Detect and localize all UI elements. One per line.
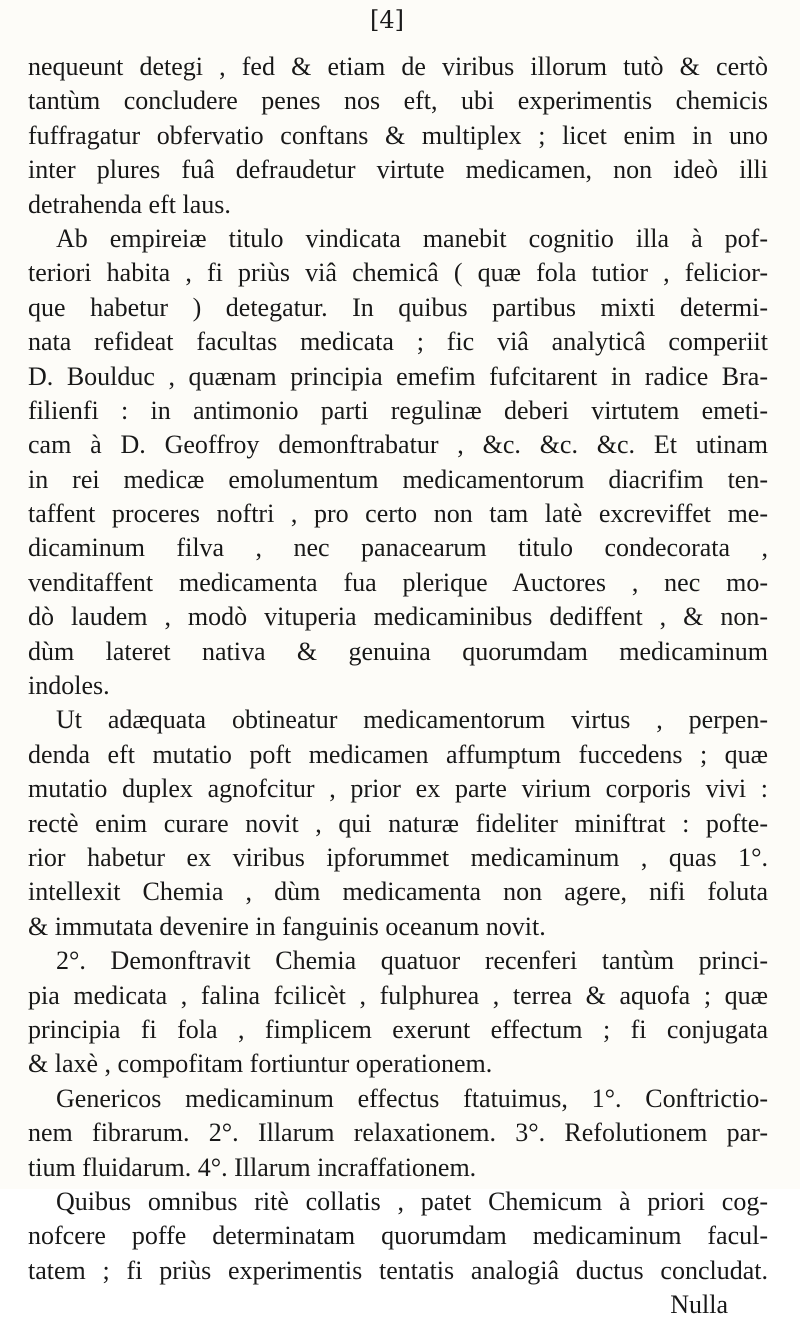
catchword: Nulla <box>670 1290 728 1320</box>
text-line: detrahenda eft laus. <box>28 189 231 219</box>
text-line: principia fi fola , fimplicem exerunt effectum ; fi conjugata <box>28 1014 768 1044</box>
page-number: [4] <box>370 6 404 34</box>
paragraph-start-line: 2°. Demonftravit Chemia quatuor recenferi tantùm princi- <box>56 946 768 976</box>
text-line: in rei medicæ emolumentum medicamentorum diacrifim ten- <box>28 464 768 494</box>
paragraph-start-line: Ab empireiæ titulo vindicata manebit cognitio illa à pof- <box>56 223 768 253</box>
text-line: venditaffent medicamenta fua plerique Auctores , nec mo- <box>28 567 768 597</box>
text-line: pia medicata , falina fcilicèt , fulphurea , terrea & aquofa ; quæ <box>28 980 768 1010</box>
paragraph-start-line: Ut adæquata obtineatur medicamentorum virtus , perpen- <box>56 705 768 735</box>
text-line: tatem ; fi priùs experimentis tentatis analogiâ ductus concludat. <box>28 1255 768 1285</box>
text-line: tantùm concludere penes nos eft, ubi experimentis chemicis <box>28 86 768 116</box>
text-line: dò laudem , modò vituperia medicaminibus dediffent , & non- <box>28 602 768 632</box>
text-line: nata refideat facultas medicata ; fic viâ analyticâ comperiit <box>28 327 768 357</box>
text-line: rectè enim curare novit , qui naturæ fideliter miniftrat : pofte- <box>28 808 768 838</box>
text-line: dùm lateret nativa & genuina quorumdam medicaminum <box>28 636 768 666</box>
text-line: dicaminum filva , nec panacearum titulo condecorata , <box>28 533 768 563</box>
text-line: indoles. <box>28 671 110 701</box>
text-line: & immutata devenire in fanguinis oceanum novit. <box>28 911 546 941</box>
text-line: teriori habita , fi priùs viâ chemicâ ( quæ fola tutior , felicior- <box>28 258 768 288</box>
text-line: tium fluidarum. 4°. Illarum incraffationem. <box>28 1152 477 1182</box>
text-line: & laxè , compofitam fortiuntur operationem. <box>28 1049 493 1079</box>
paragraph-start-line: Genericos medicaminum effectus ftatuimus, 1°. Conftrictio- <box>56 1083 768 1113</box>
text-line: nofcere poffe determinatam quorumdam medicaminum facul- <box>28 1221 768 1251</box>
text-line: intellexit Chemia , dùm medicamenta non agere, nifi foluta <box>28 877 768 907</box>
paragraph-start-line: Quibus omnibus ritè collatis , patet Chemicum à priori cog- <box>56 1186 768 1216</box>
text-line: fuffragatur obfervatio conftans & multiplex ; licet enim in uno <box>28 120 768 150</box>
text-line: filienfi : in antimonio parti regulinæ deberi virtutem emeti- <box>28 395 768 425</box>
body-text <box>28 50 768 1322</box>
text-line: denda eft mutatio poft medicamen affumptum fuccedens ; quæ <box>28 739 768 769</box>
text-line: nequeunt detegi , fed & etiam de viribus illorum tutò & certò <box>28 52 768 81</box>
text-line: taffent proceres noftri , pro certo non tam latè excreviffet me- <box>28 499 768 529</box>
text-line: mutatio duplex agnofcitur , prior ex parte virium corporis vivi : <box>28 774 768 804</box>
text-line: inter plures fuâ defraudetur virtute medicamen, non ideò illi <box>28 155 768 185</box>
text-line: D. Boulduc , quænam principia emefim fufcitarent in radice Bra- <box>28 361 768 391</box>
text-line: nem fibrarum. 2°. Illarum relaxationem. 3°. Refolutionem par- <box>28 1118 768 1148</box>
text-line: cam à D. Geoffroy demonftrabatur , &c. &c. &c. Et utinam <box>28 430 768 460</box>
text-line: rior habetur ex viribus ipforummet medicaminum , quas 1°. <box>28 842 768 872</box>
text-line: que habetur ) detegatur. In quibus partibus mixti determi- <box>28 292 768 322</box>
